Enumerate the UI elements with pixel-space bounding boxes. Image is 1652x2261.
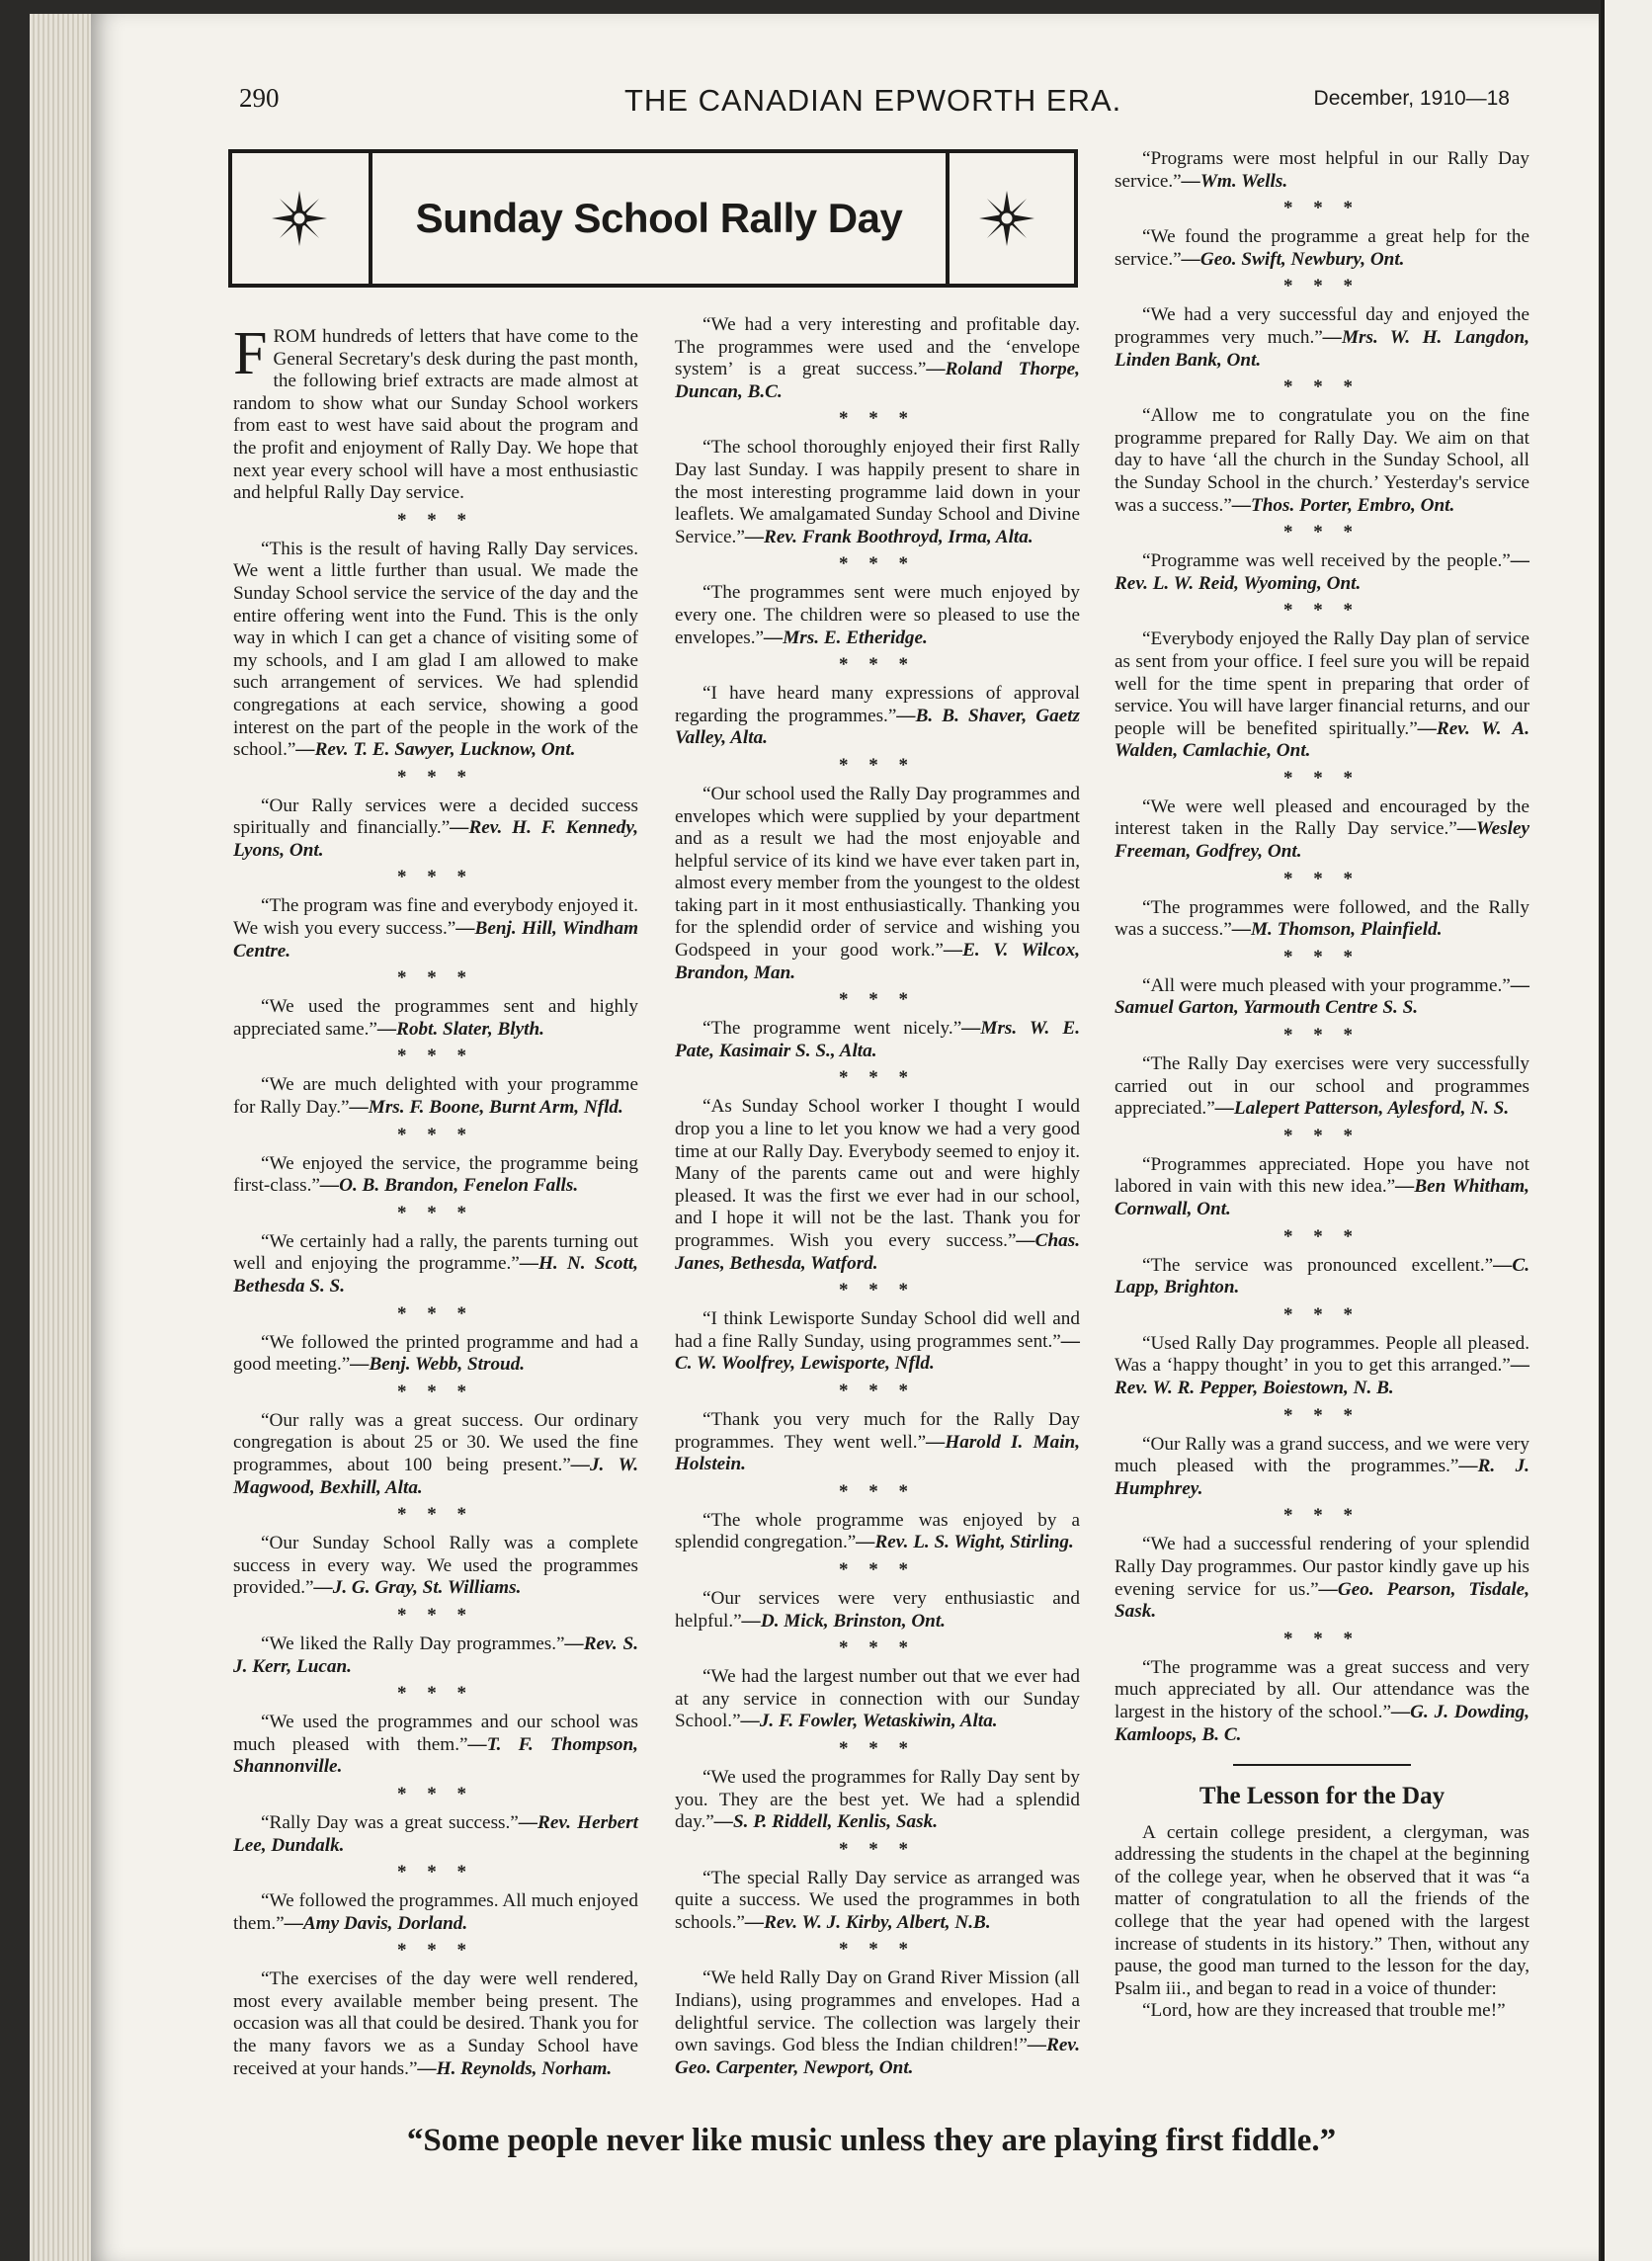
testimonial-attribution: —Mrs. W. E. Pate, Kasimair S. S., Alta.: [675, 1018, 1080, 1061]
separator-stars: * * *: [397, 1046, 474, 1067]
lesson-quote: “Lord, how are they increased that trouble me!”: [1142, 2000, 1506, 2022]
testimonial: [1115, 628, 1529, 763]
testimonial: [1115, 550, 1529, 595]
running-header: [239, 83, 1510, 123]
column-1: [233, 320, 639, 2080]
testimonial-attribution: —Harold I. Main, Holstein.: [675, 1431, 1080, 1475]
testimonial-attribution: —Geo. Pearson, Tisdale, Sask.: [1115, 1578, 1529, 1623]
testimonial: [233, 1332, 638, 1377]
article-title: Sunday School Rally Day: [415, 195, 903, 241]
testimonial: [675, 1308, 1080, 1376]
separator-stars: * * *: [839, 408, 916, 430]
testimonial-attribution: —Wm. Wells.: [1181, 170, 1288, 192]
testimonial: [233, 1712, 638, 1779]
page-number: 290: [239, 83, 280, 113]
testimonial: [675, 683, 1080, 750]
testimonial-text: “We followed the programmes. All much enjoyed them.”: [233, 1890, 638, 1934]
testimonial-text: “Allow me to congratulate you on the fine programme prepared for Rally Day. We aim on that day to have ‘all the church in the Sunday School, all the Sunday School in the church.’ Yesterday's service was a success.”: [1115, 405, 1529, 516]
testimonial-attribution: —G. J. Dowding, Kamloops, B. C.: [1115, 1701, 1530, 1745]
testimonial: [233, 1231, 638, 1298]
separator-stars: * * *: [839, 754, 916, 776]
separator-stars: * * *: [1283, 767, 1361, 789]
testimonial-text: “Used Rally Day programmes. People all pleased. Was a ‘happy thought’ in you to get this arranged.”: [1115, 1332, 1529, 1377]
testimonial-text: “The whole programme was enjoyed by a splendid congregation.”: [675, 1509, 1080, 1553]
testimonial-text: “The service was pronounced excellent.”: [1142, 1254, 1494, 1276]
testimonial: [1115, 304, 1529, 372]
testimonial-attribution: —Robt. Slater, Blyth.: [376, 1018, 544, 1040]
testimonial-text: “Programmes appreciated. Hope you have not labored in vain with this new idea.”: [1115, 1153, 1529, 1198]
testimonial-attribution: —J. W. Magwood, Bexhill, Alta.: [233, 1454, 639, 1498]
testimonial: [233, 1812, 638, 1857]
testimonial-attribution: —R. J. Humphrey.: [1115, 1456, 1529, 1499]
testimonial-attribution: —Mrs. E. Etheridge.: [764, 627, 928, 648]
facing-page-edge: [1601, 0, 1652, 2261]
testimonial-text: “We are much delighted with your programme for Rally Day.”: [233, 1074, 638, 1119]
separator-stars: * * *: [1283, 1628, 1361, 1649]
lesson-heading: The Lesson for the Day: [1198, 1783, 1446, 1810]
testimonial: [675, 784, 1080, 984]
compass-ornament-icon: [977, 189, 1036, 248]
testimonial-attribution: —Rev. Geo. Carpenter, Newport, Ont.: [675, 2035, 1080, 2078]
separator-stars: * * *: [839, 1637, 916, 1659]
testimonial-attribution: —J. G. Gray, St. Williams.: [313, 1577, 522, 1599]
separator-stars: * * *: [397, 1381, 474, 1402]
testimonial: [675, 1868, 1080, 1935]
testimonial-attribution: —H. N. Scott, Bethesda S. S.: [233, 1253, 638, 1297]
footer-quote: “Some people never like music unless they are playing first fiddle.”: [406, 2123, 1337, 2158]
separator-stars: * * *: [397, 1302, 474, 1324]
magazine-title: THE CANADIAN EPWORTH ERA.: [624, 83, 1122, 118]
testimonial-attribution: —Rev. Frank Boothroyd, Irma, Alta.: [744, 526, 1033, 547]
testimonial-text: “The exercises of the day were well rendered, most every available member being present. The occasion was all that could be desired. Thank you for the many favors we as a Sunday School have received at your hands.”: [233, 1968, 638, 2079]
testimonial-text: “This is the result of having Rally Day services. We went a little further than usual. We made the Sunday School service the service of the day and the entire offering went into the Fund. This is the only way in which I can get a chance of visiting some of my schools, and I am glad I am allowed to make such arrangement of services. We had splendid congregations at each service, showing a good interest on the part of the people in the work of the school.”: [233, 538, 638, 761]
testimonial: [233, 1533, 638, 1600]
column-3: [1115, 148, 1529, 2023]
testimonial-text: “We used the programmes sent and highly appreciated same.”: [233, 996, 638, 1040]
testimonial-text: “The program was fine and everybody enjoyed it. We wish you every success.”: [233, 895, 638, 940]
separator-stars: * * *: [839, 1280, 916, 1301]
article-title-box: [228, 149, 1078, 288]
separator-stars: * * *: [397, 1940, 474, 1962]
testimonial-text: “The programme went nicely.”: [702, 1018, 962, 1040]
testimonial-attribution: —Rev. L. W. Reid, Wyoming, Ont.: [1115, 550, 1529, 594]
separator-stars: * * *: [397, 509, 474, 531]
separator-stars: * * *: [397, 1783, 474, 1804]
testimonial-attribution: —Mrs. F. Boone, Burnt Arm, Nfld.: [349, 1097, 623, 1119]
testimonial-text: “Programme was well received by the people.”: [1142, 550, 1511, 572]
separator-stars: * * *: [1283, 946, 1361, 967]
separator-stars: * * *: [839, 1067, 916, 1089]
testimonial: [233, 1890, 638, 1935]
testimonial: [1115, 1434, 1529, 1501]
testimonial: [675, 1018, 1080, 1062]
testimonial: [233, 996, 638, 1041]
separator-stars: * * *: [839, 1838, 916, 1860]
testimonial: [1115, 796, 1529, 864]
separator-stars: * * *: [839, 1558, 916, 1580]
testimonial-text: “Rally Day was a great success.”: [261, 1811, 519, 1833]
testimonial-text: “All were much pleased with your programme.”: [1142, 974, 1511, 996]
testimonial-text: “We had a very successful day and enjoyed the programmes very much.”: [1115, 304, 1529, 348]
separator-stars: * * *: [1283, 1025, 1361, 1047]
testimonial: [675, 1666, 1080, 1733]
testimonial-attribution: —O. B. Brandon, Fenelon Falls.: [319, 1175, 579, 1197]
testimonial-text: “We had the largest number out that we ever had at any service in connection with our Sunday School.”: [675, 1666, 1080, 1732]
page-edge-stack: [30, 14, 91, 2261]
lesson-paragraph: A certain college president, a clergyman, was addressing the students in the chapel at the beginning of the college year, when he observed that it was “a matter of congratulation to all the friends of the college that the year had opened with the largest increase of students in its history.” Then, without any pause, the good man turned to the lesson for the day, Psalm iii., and began to read in a voice of thunder:: [1115, 1821, 1529, 1999]
testimonial-list: [1115, 148, 1529, 1746]
testimonial-text: “Thank you very much for the Rally Day programmes. They went well.”: [675, 1408, 1080, 1453]
testimonial: [675, 1409, 1080, 1476]
testimonial: [233, 1968, 638, 2080]
separator-stars: * * *: [397, 1862, 474, 1884]
testimonial-text: “Our Rally was a grand success, and we were very much pleased with the programmes.”: [1115, 1433, 1529, 1477]
testimonial-text: “We enjoyed the service, the programme being first-class.”: [233, 1152, 638, 1197]
testimonial-attribution: —Chas. Janes, Bethesda, Watford.: [675, 1230, 1080, 1274]
testimonial: [675, 314, 1080, 403]
drop-cap: F: [233, 320, 268, 387]
testimonial: [233, 895, 638, 963]
separator-stars: * * *: [397, 1504, 474, 1526]
testimonial-text: “The Rally Day exercises were very successfully carried out in our school and programmes appreciated.”: [1115, 1053, 1529, 1120]
testimonial: [675, 1767, 1080, 1834]
testimonial-attribution: —Rev. W. R. Pepper, Boiestown, N. B.: [1115, 1355, 1529, 1398]
separator-stars: * * *: [1283, 1404, 1361, 1426]
testimonial-text: “We held Rally Day on Grand River Mission (all Indians), using programmes and envelopes. Had a delightful service. The collection was largely their own savings. God bless the Indian children!”: [675, 1968, 1080, 2056]
separator-stars: * * *: [839, 1737, 916, 1759]
testimonial-text: “The programmes sent were much enjoyed by every one. The children were so pleased to use the envelopes.”: [675, 582, 1080, 648]
testimonial-text: “As Sunday School worker I thought I would drop you a line to let you know we had a very good time at our Rally Day. Everybody seemed to enjoy it. Many of the parents came out and were highly pleased. It was the first we ever had in our school, and I hope it will not be the last. Thank you for programmes. Wish you every success.”: [675, 1096, 1080, 1251]
testimonial-attribution: —Benj. Webb, Stroud.: [350, 1354, 526, 1376]
testimonial-text: “We used the programmes for Rally Day sent by you. They are the best yet. We had a splendid day.”: [675, 1766, 1080, 1833]
separator-stars: * * *: [1283, 868, 1361, 889]
separator-stars: * * *: [1283, 198, 1361, 219]
separator-stars: * * *: [1283, 600, 1361, 622]
testimonial: [1115, 897, 1529, 942]
intro-paragraph: [233, 320, 638, 505]
testimonial-attribution: —Rev. S. J. Kerr, Lucan.: [233, 1633, 638, 1677]
testimonial: [1115, 148, 1529, 193]
testimonial-list: [675, 314, 1080, 2079]
testimonial-attribution: —Benj. Hill, Windham Centre.: [233, 918, 638, 962]
testimonial: [233, 539, 638, 762]
testimonial: [233, 1074, 638, 1119]
testimonial-attribution: —Rev. L. S. Wight, Stirling.: [856, 1532, 1074, 1553]
testimonial-attribution: —Rev. Herbert Lee, Dundalk.: [233, 1811, 638, 1856]
testimonial: [675, 437, 1080, 548]
testimonial-attribution: —Roland Thorpe, Duncan, B.C.: [675, 359, 1080, 402]
testimonial-text: “We liked the Rally Day programmes.”: [261, 1633, 565, 1654]
column-2: [675, 314, 1080, 2079]
testimonial: [675, 1588, 1080, 1633]
testimonial: [233, 796, 638, 863]
testimonial-text: “The programme was a great success and very much appreciated by all. Our attendance was the largest in the history of the school.”: [1115, 1656, 1529, 1722]
separator-stars: * * *: [839, 1939, 916, 1961]
separator-stars: * * *: [1283, 522, 1361, 544]
testimonial: [233, 1410, 638, 1499]
testimonial-attribution: —Rev. W. J. Kirby, Albert, N.B.: [744, 1911, 991, 1933]
separator-stars: * * *: [397, 1124, 474, 1145]
testimonial-text: “Our Sunday School Rally was a complete success in every way. We used the programmes provided.”: [233, 1533, 638, 1599]
testimonial: [1115, 1333, 1529, 1400]
compass-ornament-icon: [270, 189, 329, 248]
title-panel: [369, 153, 950, 284]
testimonial: [675, 1510, 1080, 1554]
separator-stars: * * *: [1283, 1303, 1361, 1325]
separator-stars: * * *: [1283, 377, 1361, 398]
testimonial-attribution: —Samuel Garton, Yarmouth Centre S. S.: [1115, 974, 1529, 1019]
testimonial-text: “Our rally was a great success. Our ordinary congregation is about 25 or 30. We used the fine programmes, about 100 being present.”: [233, 1409, 638, 1475]
testimonial: [1115, 405, 1529, 517]
testimonial-attribution: —T. F. Thompson, Shannonville.: [233, 1733, 638, 1778]
testimonial-text: “We followed the printed programme and had a good meeting.”: [233, 1331, 638, 1376]
separator-stars: * * *: [1283, 276, 1361, 297]
testimonial-text: “We had a very interesting and profitable day. The programmes were used and the ‘envelope system’ is a great success.”: [675, 314, 1080, 380]
testimonial: [1115, 975, 1529, 1020]
testimonial-attribution: —C. Lapp, Brighton.: [1115, 1254, 1529, 1298]
testimonial: [233, 1633, 638, 1678]
testimonial-text: “I think Lewisporte Sunday School did well and had a fine Rally Sunday, using programmes sent.”: [675, 1308, 1080, 1352]
testimonial-attribution: —Geo. Swift, Newbury, Ont.: [1181, 248, 1405, 270]
testimonial-attribution: —Lalepert Patterson, Aylesford, N. S.: [1214, 1098, 1510, 1120]
testimonial-text: “We were well pleased and encouraged by the interest taken in the Rally Day service.”: [1115, 796, 1529, 840]
testimonial-attribution: —B. B. Shaver, Gaetz Valley, Alta.: [675, 705, 1080, 749]
testimonial-attribution: —Wesley Freeman, Godfrey, Ont.: [1115, 818, 1529, 863]
testimonial-text: “I have heard many expressions of approval regarding the programmes.”: [675, 683, 1080, 726]
testimonial-text: “We had a successful rendering of your splendid Rally Day programmes. Our pastor kindly gave up his evening service for us.”: [1115, 1534, 1529, 1600]
testimonial-attribution: —H. Reynolds, Norham.: [417, 2057, 613, 2079]
testimonial-attribution: —Thos. Porter, Embro, Ont.: [1231, 494, 1455, 516]
testimonial-attribution: —J. F. Fowler, Wetaskiwin, Alta.: [740, 1711, 998, 1732]
testimonial-list: [233, 511, 638, 2081]
issue-date: December, 1910—18: [1313, 87, 1510, 110]
separator-stars: * * *: [1283, 1125, 1361, 1146]
testimonial-attribution: —Mrs. W. H. Langdon, Linden Bank, Ont.: [1115, 326, 1529, 371]
testimonial-text: “The programmes were followed, and the Rally was a success.”: [1115, 896, 1529, 941]
testimonial-text: “We found the programme a great help for the service.”: [1115, 226, 1529, 270]
testimonial: [1115, 1255, 1529, 1299]
testimonial: [233, 1153, 638, 1198]
separator-stars: * * *: [397, 967, 474, 989]
separator-stars: * * *: [839, 989, 916, 1011]
testimonial: [675, 582, 1080, 649]
testimonial-text: “Our services were very enthusiastic and helpful.”: [675, 1587, 1080, 1632]
separator-stars: * * *: [1283, 1505, 1361, 1527]
testimonial-text: “Our Rally services were a decided success spiritually and financially.”: [233, 795, 638, 839]
separator-stars: * * *: [839, 1380, 916, 1401]
testimonial-text: “Programs were most helpful in our Rally Day service.”: [1115, 148, 1529, 192]
testimonial-attribution: —S. P. Riddell, Kenlis, Sask.: [713, 1811, 938, 1833]
testimonial-attribution: —Rev. W. A. Walden, Camlachie, Ont.: [1115, 717, 1529, 762]
testimonial-attribution: —Rev. H. F. Kennedy, Lyons, Ont.: [233, 817, 638, 861]
testimonial: [1115, 1657, 1529, 1746]
testimonial-attribution: —D. Mick, Brinston, Ont.: [741, 1610, 946, 1632]
testimonial-attribution: —M. Thomson, Plainfield.: [1231, 919, 1443, 941]
testimonial-text: “Everybody enjoyed the Rally Day plan of service as sent from your office. I feel sure you will be repaid well for the time spent in preparing that order of service. You will have larger financial returns, and our people will be benefited spiritually.”: [1115, 628, 1529, 739]
testimonial-text: “The special Rally Day service as arranged was quite a success. We used the programmes in both schools.”: [675, 1867, 1080, 1933]
testimonial: [1115, 1053, 1529, 1121]
testimonial-attribution: —Amy Davis, Dorland.: [284, 1912, 468, 1934]
separator-stars: * * *: [397, 1683, 474, 1705]
testimonial-text: “Our school used the Rally Day programmes and envelopes which were supplied by your department and as a result we had the most enjoyable and helpful service of its kind we have ever taken part in, almost every member from the youngest to the oldest taking part in it most enthusiastically. Thanking you for the splendid order of service and wishing you Godspeed in your good work.”: [675, 783, 1080, 962]
testimonial-text: “We used the programmes and our school was much pleased with them.”: [233, 1712, 638, 1755]
testimonial-text: “We certainly had a rally, the parents turning out well and enjoying the programme.”: [233, 1230, 638, 1275]
intro-text: ROM hundreds of letters that have come to the General Secretary's desk during the past month, the following brief extracts are made almost at random to show what our Sunday School workers from east to west have said about the program and the profit and enjoyment of Rally Day. We hope that next year every school will have a most enthusiastic and helpful Rally Day service.: [233, 326, 638, 504]
separator-stars: * * *: [397, 867, 474, 888]
separator-stars: * * *: [839, 553, 916, 575]
testimonial-attribution: —Ben Whitham, Cornwall, Ont.: [1115, 1176, 1529, 1219]
separator-stars: * * *: [397, 766, 474, 788]
testimonial-attribution: —C. W. Woolfrey, Lewisporte, Nfld.: [675, 1330, 1080, 1375]
testimonial: [1115, 1534, 1529, 1623]
separator-stars: * * *: [839, 1480, 916, 1502]
testimonial: [1115, 226, 1529, 271]
testimonial: [1115, 1154, 1529, 1221]
testimonial: [675, 1968, 1080, 2079]
testimonial: [675, 1096, 1080, 1275]
separator-stars: * * *: [839, 654, 916, 676]
section-rule: [1233, 1764, 1411, 1766]
separator-stars: * * *: [397, 1202, 474, 1223]
testimonial-attribution: —E. V. Wilcox, Brandon, Man.: [675, 940, 1080, 983]
testimonial-text: “The school thoroughly enjoyed their first Rally Day last Sunday. I was happily present to share in the most interesting programme laid down in your leaflets. We amalgamated Sunday School and Divine Service.”: [675, 437, 1080, 547]
separator-stars: * * *: [1283, 1225, 1361, 1247]
separator-stars: * * *: [397, 1604, 474, 1626]
testimonial-attribution: —Rev. T. E. Sawyer, Lucknow, Ont.: [295, 739, 576, 761]
